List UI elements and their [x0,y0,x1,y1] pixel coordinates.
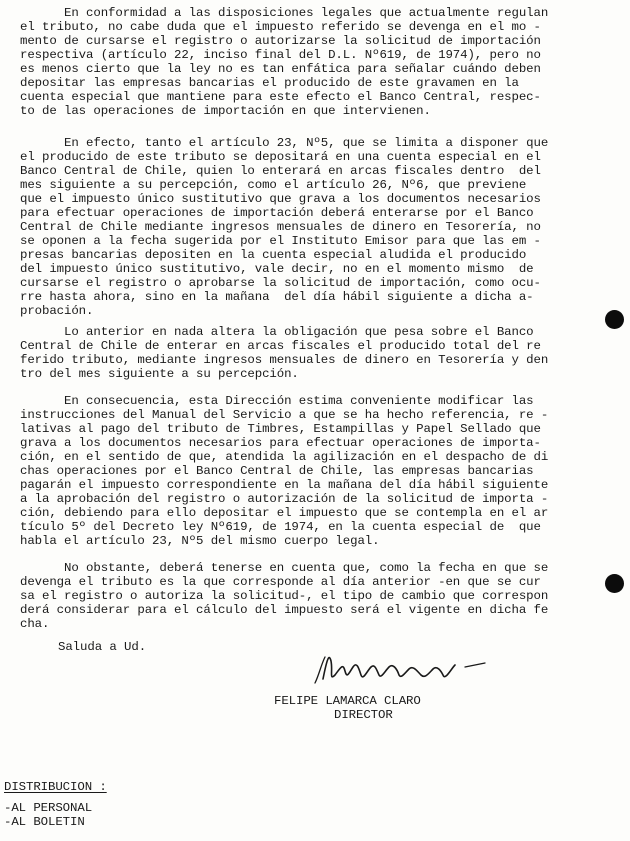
paragraph-line: En consecuencia, esta Dirección estima conveniente modificar las [20,394,534,408]
paragraph-line: ción, debiendo para ello depositar el impuesto que se contempla en el ar [20,506,549,520]
paragraph-line: ción, en el sentido de que, atendida la agilización en el despacho de di [20,450,549,464]
paragraph-line: derá considerar para el cálculo del impuesto será el vigente en dicha fe [20,603,549,617]
distribution-item: -AL BOLETIN [4,815,85,829]
paragraph-line: lativas al pago del tributo de Timbres, Estampillas y Papel Sellado que [20,422,541,436]
paragraph-line: cursarse el registro o aprobarse la solicitud de importación, como ocu- [20,276,541,290]
paragraph-line: Lo anterior en nada altera la obligación que pesa sobre el Banco [20,325,534,339]
paragraph-line: cuenta especial que mantiene para este efecto el Banco Central, respec- [20,90,541,104]
closing-salutation: Saluda a Ud. [14,640,147,654]
paragraph-line: para efectuar operaciones de importación deberá enterarse por el Banco [20,206,534,220]
paragraph-line: tículo 5º del Decreto ley Nº619, de 1974, en la cuenta especial de que [20,520,541,534]
paragraph-line: En conformidad a las disposiciones legales que actualmente regulan [20,6,549,20]
paragraph-line: Banco Central de Chile, quien lo enterará en arcas fiscales dentro del [20,164,541,178]
paragraph-line: tro del mes siguiente a su percepción. [20,367,299,381]
paragraph-line: cha. [20,617,50,631]
paragraph-line: presas bancarias depositen en la cuenta especial aludida el producido [20,248,527,262]
paragraph-line: grava a los documentos necesarios para efectuar operaciones de importa- [20,436,541,450]
paragraph-line: mes siguiente a su percepción, como el artículo 26, Nº6, que previene [20,178,527,192]
paragraph-line: Central de Chile de enterar en arcas fiscales el producido total del re [20,339,541,353]
paragraph-line: habla el artículo 23, Nº5 del mismo cuerpo legal. [20,534,380,548]
distribution-heading: DISTRIBUCION : [4,780,107,794]
paragraph-line: mento de cursarse el registro o autorizarse la solicitud de importación [20,34,541,48]
paragraph-line: es menos cierto que la ley no es tan enfática para señalar cuándo deben [20,62,541,76]
paragraph-line: devenga el tributo es la que corresponde al día anterior -en que se cur [20,575,541,589]
paragraph-line: sa el registro o autoriza la solicitud-, el tipo de cambio que correspon [20,589,549,603]
punch-hole [605,310,624,329]
paragraph-line: el tributo, no cabe duda que el impuesto referido se devenga en el mo - [20,20,541,34]
signature-scribble [305,645,495,695]
paragraph-line: chas operaciones por el Banco Central de Chile, las empresas bancarias [20,464,534,478]
paragraph-line: to de las operaciones de importación en que intervienen. [20,104,431,118]
paragraph-line: pagarán el impuesto correspondiente en la mañana del día hábil siguiente [20,478,549,492]
paragraph-line: se oponen a la fecha sugerida por el Instituto Emisor para que las em - [20,234,541,248]
paragraph-line: respectiva (artículo 22, inciso final del D.L. Nº619, de 1974), pero no [20,48,541,62]
paragraph-line: No obstante, deberá tenerse en cuenta que, como la fecha en que se [20,561,549,575]
paragraph-line: Central de Chile mediante ingresos mensuales de dinero en Tesorería, no [20,220,541,234]
paragraph-line: En efecto, tanto el artículo 23, Nº5, que se limita a disponer que [20,136,549,150]
paragraph-line: probación. [20,304,94,318]
paragraph-line: a la aprobación del registro o autorización de la solicitud de importa - [20,492,549,506]
paragraph-line: rre hasta ahora, sino en la mañana del día hábil siguiente a dicha a- [20,290,534,304]
paragraph-line: que el impuesto único sustitutivo que grava a los documentos necesarios [20,192,541,206]
signatory-name: FELIPE LAMARCA CLARO [274,694,421,708]
signatory-title: DIRECTOR [334,708,393,722]
distribution-item: -AL PERSONAL [4,801,93,815]
paragraph-line: ferido tributo, mediante ingresos mensuales de dinero en Tesorería y den [20,353,549,367]
punch-hole [605,574,624,593]
paragraph-line: depositar las empresas bancarias el producido de este gravamen en la [20,76,519,90]
paragraph-line: instrucciones del Manual del Servicio a que se ha hecho referencia, re - [20,408,549,422]
paragraph-line: del impuesto único sustitutivo, vale decir, no en el momento mismo de [20,262,534,276]
paragraph-line: el producido de este tributo se depositará en una cuenta especial en el [20,150,541,164]
